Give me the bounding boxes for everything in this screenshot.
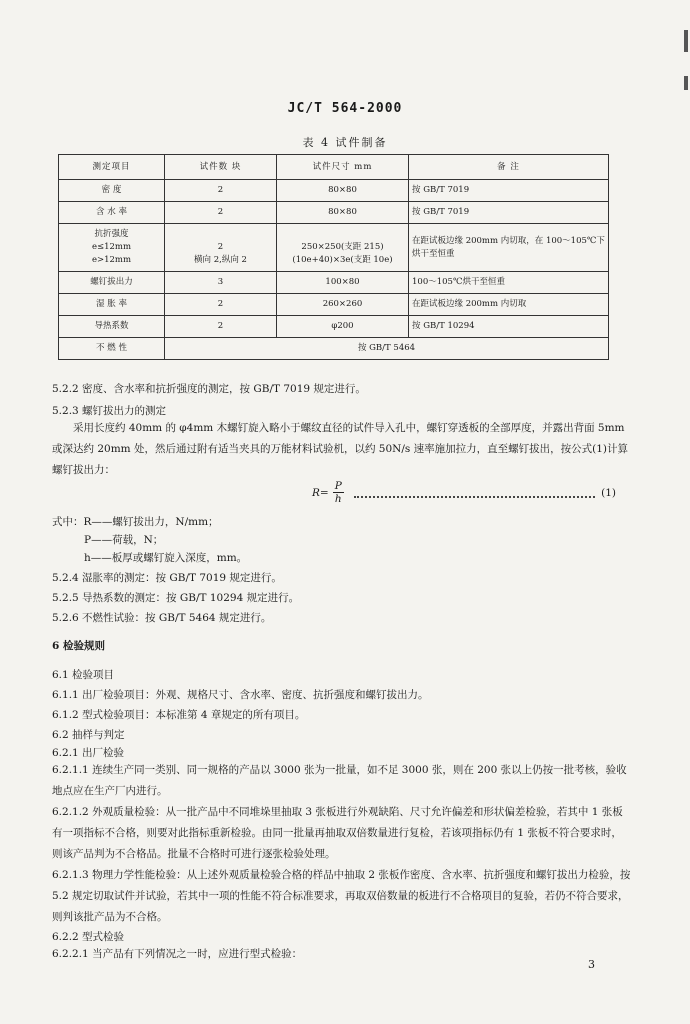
- clause-6-1-1: 6.1.1 出厂检验项目：外观、规格尺寸、含水率、密度、抗折强度和螺钉拔出力。: [52, 689, 429, 701]
- clause-5-2-6: 5.2.6 不燃性试验：按 GB/T 5464 规定进行。: [52, 612, 272, 624]
- clause-5-2-5: 5.2.5 导热系数的测定：按 GB/T 10294 规定进行。: [52, 592, 300, 604]
- clause-5-2-3-heading: 5.2.3 螺钉拔出力的测定: [52, 405, 167, 417]
- clause-5-2-2: 5.2.2 密度、含水率和抗折强度的测定，按 GB/T 7019 规定进行。: [52, 383, 366, 395]
- cell-line: [168, 228, 273, 241]
- cell-note: 在距试板边缘 200mm 内切取，在 100～105℃下烘干至恒重: [409, 224, 609, 272]
- standard-header: JC/T 564-2000: [287, 101, 403, 116]
- clause-6-2-2: 6.2.2 型式检验: [52, 931, 125, 943]
- clause-6-1-2: 6.1.2 型式检验项目：本标准第 4 章规定的所有项目。: [52, 709, 306, 721]
- clause-6-2: 6.2 抽样与判定: [52, 729, 125, 741]
- table-row: [59, 338, 609, 360]
- cell-item: 湿 胀 率: [59, 294, 165, 316]
- cell-note: 在距试板边缘 200mm 内切取: [409, 294, 609, 316]
- formula-fraction: [333, 480, 344, 505]
- formula-1: [312, 480, 616, 505]
- dot-leader: [354, 488, 595, 498]
- cell-line: e≤12mm: [91, 242, 132, 252]
- table-header-row: [59, 155, 609, 180]
- cell-count: [165, 224, 277, 272]
- table-row: [59, 224, 609, 272]
- column-header: 测定项目: [59, 155, 165, 180]
- cell-count: 2: [165, 180, 277, 202]
- cell-item: 不 燃 性: [59, 338, 165, 360]
- table-row: [59, 316, 609, 338]
- cell-item: 含 水 率: [59, 202, 165, 224]
- cell-size: φ200: [277, 316, 409, 338]
- cell-size: 80×80: [277, 202, 409, 224]
- clause-6-2-1-3: 6.2.1.3 物理力学性能检验：从上述外观质量检验合格的样品中抽取 2 张板作密度、含水率、抗折强度和螺钉拔出力检验，按 5.2 规定切取试件并试验，若其中一项的性能不符合标准要求，再取双倍数量的板进行不合格项目的复验，若仍不符合要求，则判该批产品为不合格。: [52, 869, 631, 923]
- clause-6-1: 6.1 检验项目: [52, 669, 115, 681]
- where-line: h——板厚或螺钉旋入深度，mm。: [84, 552, 248, 564]
- cell-count: 3: [165, 272, 277, 294]
- table-row: [59, 202, 609, 224]
- table-row: [59, 180, 609, 202]
- column-header: 备 注: [409, 155, 609, 180]
- formula-lhs: R=: [312, 486, 329, 499]
- cell-line: (10e+40)×3e(支距 10e): [292, 255, 393, 265]
- table-row: [59, 272, 609, 294]
- cell-item: 密 度: [59, 180, 165, 202]
- specimen-table: [58, 154, 609, 360]
- cell-size: [277, 224, 409, 272]
- section-6-heading: 6 检验规则: [52, 640, 105, 652]
- cell-size: 100×80: [277, 272, 409, 294]
- cell-item: 导热系数: [59, 316, 165, 338]
- where-line: 式中：R——螺钉拔出力，N/mm；: [52, 516, 219, 528]
- cell-merged: 按 GB/T 5464: [165, 338, 609, 360]
- formula-denominator: h: [334, 493, 342, 505]
- cell-note: 100～105℃烘干至恒重: [409, 272, 609, 294]
- cell-line: 横向 2,纵向 2: [194, 255, 247, 265]
- cell-count: 2: [165, 202, 277, 224]
- cell-count: 2: [165, 316, 277, 338]
- table-row: [59, 294, 609, 316]
- cell-note: 按 GB/T 10294: [409, 316, 609, 338]
- scan-edge-mark: [684, 76, 688, 90]
- table-title: 表 4 试件制备: [302, 136, 388, 149]
- cell-count: 2: [165, 294, 277, 316]
- clause-6-2-1: 6.2.1 出厂检验: [52, 747, 125, 759]
- cell-line: 抗折强度: [94, 229, 129, 239]
- where-line: P——荷载，N；: [84, 534, 164, 546]
- page-number: 3: [588, 958, 595, 971]
- cell-line: 250×250(支距 215): [301, 242, 384, 252]
- cell-note: 按 GB/T 7019: [409, 180, 609, 202]
- cell-item: [59, 224, 165, 272]
- cell-line: e>12mm: [91, 255, 132, 265]
- cell-line: [280, 228, 405, 241]
- clause-6-2-2-1: 6.2.2.1 当产品有下列情况之一时，应进行型式检验：: [52, 948, 303, 960]
- cell-item: 螺钉拔出力: [59, 272, 165, 294]
- cell-size: 80×80: [277, 180, 409, 202]
- cell-note: 按 GB/T 7019: [409, 202, 609, 224]
- cell-size: 260×260: [277, 294, 409, 316]
- clause-5-2-3-body: 采用长度约 40mm 的 φ4mm 木螺钉旋入略小于螺纹直径的试件导入孔中，螺钉穿透板的全部厚度，并露出背面 5mm 或深达约 20mm 处，然后通过附有适当夹具的万能材料试验机，以约 50N/s 速率施加拉力，直至螺钉拔出，按公式(1)计算螺钉拔出力：: [52, 422, 628, 476]
- column-header: 试件尺寸 mm: [277, 155, 409, 180]
- scan-edge-mark: [684, 30, 688, 52]
- clause-5-2-4: 5.2.4 湿胀率的测定：按 GB/T 7019 规定进行。: [52, 572, 282, 584]
- formula-numerator: P: [334, 480, 342, 492]
- cell-line: 2: [217, 242, 224, 252]
- clause-6-2-1-1: 6.2.1.1 连续生产同一类别、同一规格的产品以 3000 张为一批量，如不足 3000 张，则在 200 张以上仍按一批考核，验收地点应在生产厂内进行。: [52, 764, 627, 797]
- clause-6-2-1-2: 6.2.1.2 外观质量检验：从一批产品中不同堆垛里抽取 3 张板进行外观缺陷、尺寸允许偏差和形状偏差检验，若其中 1 张板有一项指标不合格，则要对此指标重新检验。由同一批量再抽取双倍数量进行复检，若该项指标仍有 1 张板不符合要求时，则该产品判为不合格品。批量不合格时可进行逐张检验处理。: [52, 806, 623, 860]
- formula-label: (1): [601, 486, 616, 499]
- column-header: 试件数 块: [165, 155, 277, 180]
